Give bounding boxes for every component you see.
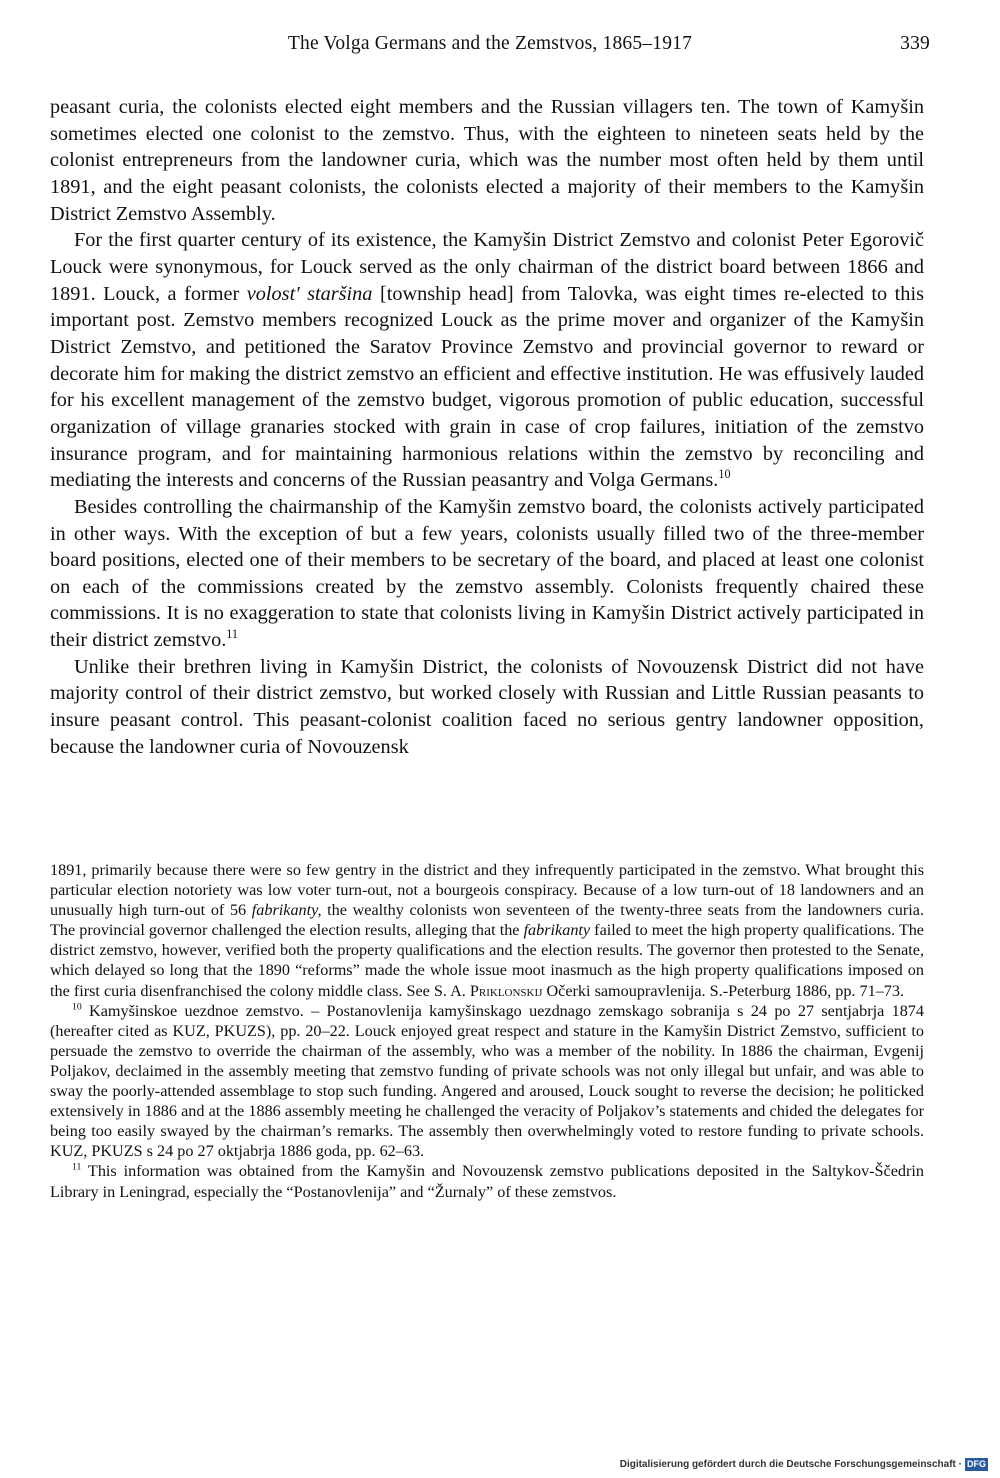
paragraph-3 (50, 494, 924, 654)
paragraph-2-term: volost' staršina (246, 282, 373, 305)
footnote-10-number: 10 (72, 1001, 82, 1013)
paragraph-3-text: Besides controlling the chairmanship of the Kamyšin zemstvo board, the colonists actively participated in other ways. With the exception of but a few years, colonists usually filled two of the three-member board positions, elected one of their members to be secretary of the board, and placed at least one colonist on each of the commissions created by the zemstvo assembly. Colonists frequently chaired these commissions. It is no exaggeration to state that colonists living in Kamyšin District actively participated in their district zemstvo. (50, 495, 924, 652)
paragraph-4-text: Unlike their brethren living in Kamyšin District, the colonists of Novouzensk District did not have majority control of their district zemstvo, but worked closely with Russian and Little Russian peasants to insure peasant control. This peasant-colonist coalition faced no serious gentry landowner opposition, because the landowner curia of Novouzensk (50, 655, 924, 758)
running-head (50, 33, 930, 63)
footnote-11-text: This information was obtained from the Kamyšin and Novouzensk zemstvo publications deposited in the Saltykov-Ščedrin Library in Leningrad, especially the “Postanovlenija” and “Žurnaly” of these zemstvos. (50, 1162, 924, 1201)
digitization-credit (620, 1456, 988, 1472)
footnote-continued-text-a: 1891, primarily because there were so few gentry in the district and they infrequently participated in the zemstvo. What brought this particular election notoriety was low voter turn-out, not a bourgeois conspiracy. Because of a low turn-out of 18 landowners and an unusually high turn-out of 56 (50, 861, 924, 920)
footnote-continued (50, 860, 924, 1001)
footnote-continued-text-d: Očerki samoupravlenija. S.-Peterburg 1886, pp. 71–73. (542, 981, 905, 1000)
paragraph-1 (50, 94, 924, 227)
paragraph-2-text-a: For the first quarter century of its existence, the Kamyšin District Zemstvo and colonist Peter Egorovič Louck were synonymous, for Louck served as the only chairman of the district board between 1866 and 1891. Louck, a former (50, 229, 924, 305)
running-title: The Volga Germans and the Zemstvos, 1865–1917 (287, 33, 693, 54)
footnote-11 (50, 1161, 924, 1201)
footnote-10-text: Kamyšinskoe uezdnoe zemstvo. – Postanovlenija kamyšinskago uezdnago zemskago sobranija s 24 po 27 sentjabrja 1874 (hereafter cited as KUZ, PKUZS), pp. 20–22. Louck enjoyed great respect and stature in the Kamyšin District Zemstvo, sufficient to persuade the zemstvo to override the chairman of the assembly, who was a member of the nobility. In 1886 the chairman, Evgenij Poljakov, declaimed in the assembly meeting that zemstvo funding of private schools was not only illegal but unfair, and was able to sway the poorly-attended assemblage to stop such funding. Angered and aroused, Louck sought to reverse the decision; he politicked extensively in 1886 and at the 1886 assembly meeting he challenged the veracity of Poljakov’s statements and chided the delegates for being too easily swayed by the chairman’s remarks. The assembly then overwhelmingly voted to restore funding to private schools. KUZ, PKUZS s 24 po 27 oktjabrja 1886 goda, pp. 62–63. (50, 1001, 924, 1161)
footnote-continued-text-c: failed to meet the high property qualifications. The district zemstvo, however, verified both the property qualifications and the election results. The governor then protested to the Senate, which delayed so long that the 1890 “reforms” made the whole issue moot inasmuch as the high property qualifications imposed on the first curia disenfranchised the colony middle class. See S. A. (50, 921, 924, 1000)
paragraph-2 (50, 227, 924, 494)
footnote-author: Priklonskij (469, 981, 543, 1000)
digitization-note: Digitalisierung gefördert durch die Deutsche Forschungsgemeinschaft · (619, 1458, 962, 1470)
footnote-term-2: fabrikanty (523, 921, 591, 940)
footnote-continued-text-b: the wealthy colonists won seventeen of the twenty-three seats from the landowners curia. The provincial governor challenged the election results, alleging that the (50, 901, 924, 940)
page-number: 339 (900, 33, 930, 54)
footnotes (50, 860, 924, 1202)
footnote-ref-11[interactable]: 11 (226, 627, 239, 642)
paragraph-2-text-b: [township head] from Talovka, was eight times re-elected to this important post. Zemstvo members recognized Louck as the prime mover and organizer of the Kamyšin District Zemstvo, and petitioned the Saratov Province Zemstvo and provincial governor to reward or decorate him for making the district zemstvo an efficient and effective institution. He was effusively lauded for his excellent management of the zemstvo budget, vigorous promotion of public education, successful organization of village granaries stocked with grain in case of crop failures, initiation of the zemstvo insurance program, and for maintaining harmonious relations within the zemstvo by reconciling and mediating the interests and concerns of the Russian peasantry and Volga Germans. (50, 282, 924, 492)
footnote-term-1: fabrikanty, (251, 901, 322, 920)
footnote-ref-10[interactable]: 10 (718, 467, 731, 482)
footnote-10 (50, 1001, 924, 1162)
footnote-11-number: 11 (72, 1162, 82, 1174)
main-text (50, 94, 924, 760)
dfg-logo: DFG (967, 1458, 986, 1469)
paragraph-1-text: peasant curia, the colonists elected eight members and the Russian villagers ten. The town of Kamyšin sometimes elected one colonist to the zemstvo. Thus, with the eighteen to nineteen seats held by the colonist entrepreneurs from the landowner curia, which was the number most often held by them until 1891, and the eight peasant colonists, the colonists elected a majority of their members to the Kamyšin District Zemstvo Assembly. (50, 96, 924, 225)
paragraph-4 (50, 654, 924, 761)
